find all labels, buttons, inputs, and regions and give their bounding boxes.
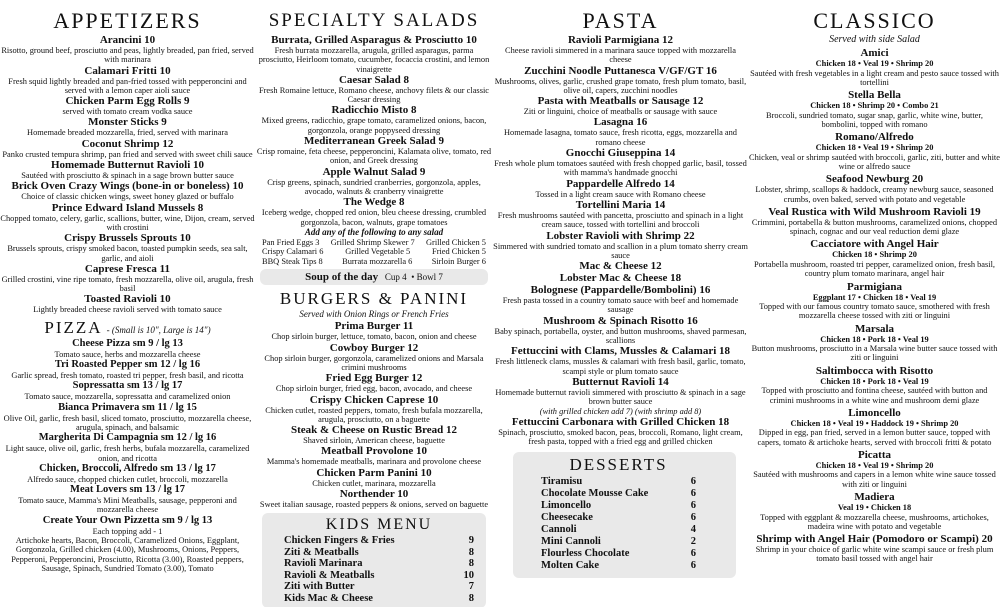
menu-item: [749, 131, 1000, 171]
addon-item: Grilled Vegetable 5: [345, 247, 411, 257]
item-description: Tomato sauce, herbs and mozzarella cheese: [54, 349, 201, 359]
menu-item: [256, 34, 492, 74]
menu-item: [493, 34, 748, 65]
item-name: Chicken, Broccoli, Alfredo sm 13 / lg 17: [39, 462, 216, 474]
item-name: Margherita Di Campagnia sm 12 / lg 16: [38, 432, 217, 444]
item-price: 10: [463, 569, 474, 581]
item-name: Crispy Chicken Caprese 10: [309, 393, 439, 406]
item-description: Shrimp in your choice of garlic white wine scampi sauce or fresh plum tomato basil tossed with angel hair: [755, 545, 994, 564]
item-name: Saltimbocca with Risotto: [815, 364, 934, 377]
menu-item: [541, 512, 696, 524]
item-description: Crisp greens, spinach, sundried cranberries, gorgonzola, apples, avocado, walnuts & cranberry vinaigrette: [267, 177, 481, 196]
item-description: Chop sirloin burger, gorgonzola, caramelized onions and Marsala crimini mushrooms: [264, 353, 484, 372]
menu-item: [256, 342, 492, 373]
addon-item: Sirloin Burger 6: [431, 256, 486, 266]
item-description: Shaved sirloin, American cheese, baguette: [303, 436, 445, 446]
menu-item: [541, 524, 696, 536]
addon-row: [256, 257, 492, 267]
item-name: Mac & Cheese 12: [579, 260, 662, 273]
item-description: Chicken cutlet, roasted peppers, tomato, fresh bufala mozzarella, arugula, prosciutto, on a baguette: [265, 405, 483, 424]
addon-item: Grilled Shrimp Skewer 7: [330, 237, 415, 247]
menu-item: [256, 104, 492, 135]
item-name: Lasagna 16: [593, 116, 648, 129]
item-name: Tri Roasted Pepper sm 12 / lg 16: [54, 359, 201, 371]
item-price: Veal 19 • Chicken 18: [837, 503, 912, 513]
menu-item: [493, 260, 748, 272]
item-price: 8: [468, 546, 474, 558]
desserts-list: [541, 476, 696, 572]
menu-item: [749, 173, 1000, 204]
pizza-size-note: - (Small is 10", Large is 14"): [106, 324, 211, 335]
menu-item: [0, 359, 255, 380]
kids-list: [284, 535, 474, 604]
salads-list: [256, 34, 492, 227]
item-description: Olive Oil, garlic, fresh basil, sliced tomato, prosciutto, mozzarella cheese, arugula, spinach, and balsamic: [3, 413, 252, 432]
item-description: Dipped in egg, pan fried, served in a lemon butter sauce, topped with capers, tomato & artichoke hearts, served with broccoli fritti & potato: [757, 428, 992, 447]
item-name: Mini Cannoli: [541, 536, 601, 548]
item-price: 6: [690, 560, 696, 572]
item-name: Amici: [860, 47, 889, 59]
desserts-box: [513, 452, 736, 578]
item-price: Chicken 18 • Veal 19 • Shrimp 20: [815, 460, 934, 470]
item-description: Fresh squid lightly breaded and pan-fried tossed with pepperoncini and served with a lemon caper aioli sauce: [8, 76, 247, 95]
menu-item: [0, 159, 255, 180]
appetizers-list: [0, 34, 255, 315]
item-name: Tiramisu: [541, 476, 583, 488]
item-name: Lobster Mac & Cheese 18: [559, 272, 682, 285]
item-description: Chicken cutlet, marinara, mozzarella: [312, 478, 436, 488]
item-description: Sweet italian sausage, roasted peppers & onions, served on baguette: [259, 500, 489, 510]
item-description: Light sauce, olive oil, garlic, fresh herbs, bufala mozzarella, caramelized onion, and ricotta: [5, 444, 250, 463]
item-name: Chicken Fingers & Fries: [284, 535, 395, 547]
item-name: Romano/Alfredo: [835, 131, 914, 144]
menu-item: [541, 500, 696, 512]
item-description: Tossed in a light cream sauce with Romano cheese: [535, 189, 706, 199]
item-description: Homemade breaded mozzarella, fried, served with marinara: [27, 128, 228, 138]
item-name: Flourless Chocolate: [541, 548, 630, 560]
item-description: Cheese ravioli simmered in a marinara sauce topped with mozzarella cheese: [505, 46, 736, 65]
menu-item: [256, 320, 492, 341]
salad-addons-title: Add any of the following to any salad: [304, 226, 444, 237]
menu-item: [493, 199, 748, 230]
menu-item: [0, 180, 255, 201]
menu-item: [256, 467, 492, 488]
item-price: Eggplant 17 • Chicken 18 • Veal 19: [812, 292, 937, 302]
item-description: Alfredo sauce, chopped chicken cutlet, broccoli, mozzarella: [27, 474, 228, 484]
pizza-heading: PIZZA: [44, 317, 103, 337]
appetizers-pizza-column: [0, 0, 255, 607]
item-description: Homemade butternut ravioli simmered with prosciutto & spinach in a sage brown butter sauce: [495, 387, 746, 407]
menu-item: [284, 570, 474, 582]
item-name: Sopressatta sm 13 / lg 17: [72, 380, 183, 392]
item-description: Fresh Romaine lettuce, Romano cheese, anchovy filets & our classic Caesar dressing: [258, 85, 489, 105]
menu-item: [0, 432, 255, 463]
menu-item: [0, 263, 255, 294]
menu-item: [0, 34, 255, 65]
item-name: Bianca Primavera sm 11 / lg 15: [58, 401, 197, 413]
item-name: Calamari Fritti 10: [84, 64, 171, 77]
menu-item: [749, 449, 1000, 489]
item-name: Northender 10: [339, 488, 409, 501]
item-description: Risotto, ground beef, prosciutto and peas, lightly breaded, pan fried, served with marinara: [1, 46, 254, 65]
menu-item: [749, 206, 1000, 237]
item-description: Grilled crostini, vine ripe tomato, fresh mozzarella, olive oil, arugula, fresh basil: [1, 274, 254, 294]
salads-burgers-column: [256, 0, 492, 607]
item-description: Tomato sauce, mozzarella, sopressatta and caramelized onion: [24, 392, 231, 402]
menu-item: [284, 581, 474, 593]
item-name: Cannoli: [541, 524, 577, 536]
item-description: Sautéed with fresh vegetables in a light cream and pesto sauce tossed with tortellini: [750, 68, 999, 87]
item-name: Kids Mac & Cheese: [284, 592, 373, 604]
item-name: Brick Oven Crazy Wings (bone-in or boneless) 10: [11, 180, 244, 193]
item-name: Crispy Brussels Sprouts 10: [64, 232, 191, 245]
item-description: Button mushrooms, prosciutto in a Marsala wine butter sauce tossed with ziti or linguini: [751, 344, 998, 363]
menu-item: [493, 376, 748, 407]
desserts-heading: DESSERTS: [569, 455, 668, 475]
menu-item: [493, 178, 748, 199]
item-name: Bolognese (Pappardelle/Bombolini) 16: [530, 284, 711, 297]
item-description: Fresh pasta tossed in a country tomato sauce with beef and homemade sausage: [502, 296, 739, 315]
item-name: Limoncello: [848, 406, 901, 419]
menu-item: [749, 533, 1000, 564]
item-description: Tomato sauce, Mamma's Mini Meatballs, sausage, pepperoni and mozzarella cheese: [18, 496, 237, 515]
item-name: Molten Cake: [541, 560, 600, 572]
item-price: Chicken 18 • Pork 18 • Veal 19: [820, 376, 929, 386]
menu-item: [493, 116, 748, 147]
item-description: Topped with prosciutto and fontina cheese, sautéed with button and crimini mushrooms in a white wine and mushroom demi glaze: [761, 386, 988, 405]
menu-item: [0, 484, 255, 515]
item-description: Each topping add - 1: [92, 526, 163, 536]
menu-item: [493, 416, 748, 447]
menu-item: [541, 548, 696, 560]
item-description: Chop sirloin burger, lettuce, tomato, bacon, onion and cheese: [271, 332, 477, 342]
menu-item: [284, 547, 474, 559]
menu-item: [749, 491, 1000, 531]
item-name: Caesar Salad 8: [338, 73, 410, 86]
menu-item: [284, 535, 474, 547]
item-price: 8: [468, 592, 474, 604]
menu-item: [493, 230, 748, 261]
item-name: Gnocchi Giuseppina 14: [565, 147, 676, 160]
item-name: Meat Lovers sm 13 / lg 17: [70, 484, 185, 496]
soup-label: Soup of the day: [305, 271, 379, 284]
menu-item: [749, 365, 1000, 405]
menu-item: [256, 196, 492, 227]
classico-heading: CLASSICO: [813, 8, 936, 33]
salads-heading: SPECIALTY SALADS: [268, 10, 480, 31]
item-name: The Wedge 8: [343, 196, 405, 209]
item-description: Homemade lasagna, tomato sauce, fresh ricotta, eggs, mozzarella and romano cheese: [503, 128, 737, 147]
item-description: Simmered with sundried tomato and scallion in a plum tomato sherry cream sauce: [493, 241, 748, 260]
item-name: Radicchio Misto 8: [331, 104, 417, 117]
item-price: 6: [690, 500, 696, 512]
item-description: (with grilled chicken add 7) (with shrimp add 8): [539, 406, 702, 416]
item-name: Picatta: [858, 448, 891, 461]
item-name: Veal Rustica with Wild Mushroom Ravioli 19: [768, 205, 981, 218]
item-name: Homemade Butternut Ravioli 10: [50, 159, 205, 172]
menu-item: [0, 138, 255, 159]
soup-box: Soup of the day Cup 4 • Bowl 7: [260, 269, 488, 285]
addon-item: Pan Fried Eggs 3: [262, 237, 320, 247]
item-price: Chicken 18 • Veal 19 • Haddock 19 • Shrimp 20: [790, 418, 959, 428]
menu-item: [256, 445, 492, 466]
item-name: Marsala: [854, 322, 895, 335]
item-price: Chicken 18 • Shrimp 20 • Combo 21: [810, 101, 939, 111]
item-name: Cheesecake: [541, 512, 593, 524]
classico-column: [749, 0, 1000, 607]
item-name: Tortellini Maria 14: [575, 198, 666, 211]
menu-item: [493, 147, 748, 178]
item-name: Shrimp with Angel Hair (Pomodoro or Scampi) 20: [756, 533, 993, 546]
menu-item: [493, 284, 748, 315]
item-name: Cheese Pizza sm 9 / lg 13: [72, 337, 183, 349]
menu-item: [749, 238, 1000, 278]
item-price: 9: [468, 535, 474, 547]
item-description: Portabella mushroom, roasted tri pepper, caramelized onion, fresh basil, country plum tomato marinara, angel hair: [753, 259, 996, 279]
appetizers-heading: APPETIZERS: [53, 8, 202, 33]
item-name: Limoncello: [541, 500, 592, 512]
item-name: Mediterranean Greek Salad 9: [303, 135, 445, 148]
item-description: served with tomato cream vodka sauce: [62, 107, 193, 117]
salad-addons: [256, 238, 492, 267]
item-name: Ziti with Butter: [284, 581, 355, 593]
addon-item: Burrata mozzarella 6: [342, 256, 413, 266]
menu-item: [541, 560, 696, 572]
menu-item: [749, 47, 1000, 87]
item-description: Mushrooms, olives, garlic, crushed grape tomato, fresh plum tomato, basil, olive oil, capers, zucchini noodles: [494, 76, 747, 95]
item-name: Apple Walnut Salad 9: [322, 165, 426, 178]
menu-item: [256, 372, 492, 393]
menu-item: [256, 74, 492, 105]
item-name: Ravioli Parmigiana 12: [567, 34, 674, 46]
item-name: Pappardelle Alfredo 14: [566, 177, 675, 190]
item-name: Fettuccini Carbonara with Grilled Chicken 18: [511, 415, 730, 428]
item-description: Mixed greens, radicchio, grape tomato, caramelized onions, bacon, gorgonzola, orange poppyseed dressing: [261, 116, 487, 135]
item-price: Chicken 18 • Veal 19 • Shrimp 20: [815, 59, 934, 68]
item-description: Panko crusted tempura shrimp, pan fried and served with sweet chili sauce: [2, 149, 253, 159]
menu-item: [0, 380, 255, 401]
item-description: Garlic spread, fresh tomato, roasted tri pepper, fresh basil, and ricotta: [11, 371, 244, 381]
item-price: 4: [690, 524, 696, 536]
menu-item: [493, 315, 748, 346]
item-name: Prima Burger 11: [334, 320, 414, 333]
menu-item: [493, 407, 748, 416]
menu-item: [0, 293, 255, 314]
item-name: Zucchini Noodle Puttanesca V/GF/GT 16: [524, 64, 717, 77]
item-description: Iceberg wedge, chopped red onion, bleu cheese dressing, crumbled gorgonzola, bacon, walnuts, grape tomatoes: [261, 208, 487, 227]
item-description: Baby spinach, portabella, oyster, and button mushrooms, shaved parmesan, scallions: [494, 326, 747, 346]
kids-box: [262, 513, 486, 607]
item-description: Topped with eggplant & mozzarella cheese, mushrooms, artichokes, madeira wine with potato and vegetable: [760, 512, 989, 531]
pasta-desserts-column: [493, 0, 748, 607]
addon-row: [256, 247, 492, 257]
item-description: Spinach, prosciutto, smoked bacon, peas, broccoli, Romano, light cream, fresh pasta, topped with a fried egg and grilled chicken: [498, 427, 743, 447]
item-description: Brussels sprouts, crispy smoked bacon, toasted pumpkin seeds, sea salt, garlic, and aioli: [7, 244, 248, 263]
item-description: Ziti or linguini, choice of meatballs or sausage with sauce: [523, 107, 718, 117]
item-name: Lobster Ravioli with Shrimp 22: [546, 229, 695, 242]
item-description: Sautéed with mushrooms and capers in a lemon white wine sauce tossed with ziti or linguini: [753, 470, 996, 489]
menu-item: [284, 593, 474, 605]
addon-row: [256, 238, 492, 248]
menu-item: [0, 338, 255, 359]
item-description: Choice of classic chicken wings, sweet honey glazed or buffalo: [21, 192, 234, 202]
menu-item: [493, 95, 748, 116]
item-name: Cowboy Burger 12: [329, 341, 419, 354]
burgers-heading: BURGERS & PANINI: [279, 289, 469, 309]
item-name: Fettuccini with Clams, Mussles & Calamari 18: [510, 345, 731, 358]
item-name: Fried Egg Burger 12: [325, 372, 423, 385]
item-description: Lightly breaded cheese ravioli served with tomato sauce: [33, 305, 222, 315]
item-name: Butternut Ravioli 14: [572, 375, 669, 388]
item-name: Madiera: [854, 491, 895, 504]
menu-item: [0, 116, 255, 137]
item-description: Fresh burrata mozzarella, arugula, grilled asparagus, parma prosciutto, Heirloom tomato, cucumber, focaccia crostini, and lemon vinaigrette: [258, 46, 490, 74]
burgers-subtitle: Served with Onion Rings or French Fries: [299, 309, 449, 320]
addon-item: Fried Chicken 5: [432, 247, 486, 257]
item-name: Toasted Ravioli 10: [84, 293, 171, 306]
item-price: Chicken 18 • Pork 18 • Veal 19: [820, 334, 929, 344]
item-description: Broccoli, sundried tomato, sugar snap, garlic, white wine, butter, bombolini, topped with romano: [766, 110, 983, 129]
pasta-list: [493, 34, 748, 446]
addon-item: Crispy Calamari 6: [262, 247, 324, 257]
item-name: Create Your Own Pizzetta sm 9 / lg 13: [42, 514, 213, 526]
menu-item: [256, 135, 492, 166]
menu-item: [0, 463, 255, 484]
item-name: Coconut Shrimp 12: [81, 137, 174, 150]
item-name: Chocolate Mousse Cake: [541, 488, 649, 500]
item-description: Lobster, shrimp, scallops & haddock, creamy newburg sauce, seasoned crumbs, oven baked, served with potato and vegetable: [755, 185, 994, 204]
menu-item: [0, 95, 255, 116]
menu-item: [493, 65, 748, 96]
item-price: 6: [690, 488, 696, 500]
item-name: Stella Bella: [848, 89, 901, 102]
item-name: Pasta with Meatballs or Sausage 12: [537, 95, 704, 108]
item-description: Chop sirloin burger, fried egg, bacon, avocado, and cheese: [275, 384, 473, 394]
menu-item: [749, 407, 1000, 447]
menu-item: [0, 232, 255, 263]
menu-item: [0, 515, 255, 536]
item-description: Fresh mushrooms sautéed with pancetta, prosciutto and spinach in a light cream sauce, tossed with tortellini and broccoli: [497, 210, 744, 230]
item-description: Chicken, veal or shrimp sautéed with broccoli, garlic, ziti, butter and white wine or alfredo sauce: [749, 152, 1000, 171]
item-name: Steak & Cheese on Rustic Bread 12: [290, 424, 457, 437]
pizza-toppings: Artichoke hearts, Bacon, Broccoli, Caramelized Onions, Eggplant, Gorgonzola, Grilled chicken (4.00), Mushrooms, Onions, Peppers, Pepperoni, Pepperoncini, Prosciutto, Ricotta (3.00), Roasted peppers, Sausage, Spinach, Sundried Tomato (3.00), Tomato: [11, 536, 244, 573]
menu-item: [541, 536, 696, 548]
item-price: 6: [690, 548, 696, 560]
item-name: Mushroom & Spinach Risotto 16: [543, 314, 698, 327]
item-name: Prince Edward Island Mussels 8: [51, 201, 204, 214]
item-name: Seafood Newburg 20: [825, 173, 924, 186]
soup-cup: Cup 4: [384, 272, 407, 283]
item-name: Meatball Provolone 10: [320, 445, 428, 458]
item-name: Chicken Parm Panini 10: [316, 466, 432, 479]
kids-heading: KIDS MENU: [325, 516, 433, 534]
menu-item: [749, 89, 1000, 129]
item-description: Sautéed with prosciutto & spinach in a sage brown butter sauce: [21, 171, 234, 181]
menu-item: [256, 424, 492, 445]
menu-item: [493, 272, 748, 284]
menu-item: [256, 166, 492, 197]
pasta-heading: PASTA: [582, 8, 659, 33]
classico-subtitle: Served with side Salad: [829, 34, 920, 45]
soup-bowl: Bowl 7: [416, 272, 443, 283]
item-price: 6: [690, 512, 696, 524]
burgers-list: [256, 320, 492, 509]
item-name: Ravioli Marinara: [284, 558, 363, 570]
item-name: Caprese Fresca 11: [84, 262, 171, 275]
menu-item: [0, 65, 255, 96]
menu-item: [749, 323, 1000, 363]
menu-item: [0, 402, 255, 433]
pizza-heading-row: [0, 318, 255, 338]
item-price: 8: [468, 558, 474, 570]
menu-item: [256, 394, 492, 425]
menu-item: [541, 476, 696, 488]
item-description: Fresh littleneck clams, mussles & calamari with fresh basil, garlic, tomato, scampi style or plum tomato sauce: [495, 357, 746, 376]
menu-item: [0, 202, 255, 233]
pizza-list: [0, 338, 255, 536]
item-price: 2: [690, 536, 696, 548]
item-name: Ravioli & Meatballs: [284, 569, 375, 581]
item-name: Cacciatore with Angel Hair: [810, 238, 939, 251]
item-name: Chicken Parm Egg Rolls 9: [65, 95, 190, 108]
menu-item: [284, 558, 474, 570]
menu-item: [541, 488, 696, 500]
menu-item: [256, 488, 492, 509]
item-name: Burrata, Grilled Asparagus & Prosciutto 10: [271, 34, 477, 46]
item-name: Parmigiana: [847, 280, 902, 293]
item-description: Fresh whole plum tomatoes sautéed with fresh chopped garlic, basil, tossed with mamma's handmade gnocchi: [494, 159, 747, 178]
item-description: Chopped tomato, celery, garlic, scallions, butter, wine, Dijon, cream, served with crostini: [0, 213, 255, 232]
menu-item: [493, 345, 748, 376]
menu-item: [749, 281, 1000, 321]
item-name: Monster Sticks 9: [88, 116, 167, 129]
item-description: Crimmini, portabella & button mushrooms, caramelized onions, chopped spinach, cognac and our veal reduction demi glaze: [751, 217, 998, 237]
item-price: 7: [468, 581, 474, 593]
item-description: Topped with our famous country tomato sauce, smothered with fresh mozzarella cheese tossed with ziti or linguini: [759, 302, 990, 321]
item-name: Arancini 10: [99, 34, 156, 46]
item-price: Chicken 18 • Veal 19 • Shrimp 20: [815, 143, 934, 153]
item-description: Mamma's homemade meatballs, marinara and provolone cheese: [266, 457, 482, 467]
addon-item: BBQ Steak Tips 8: [262, 256, 323, 266]
item-price: 6: [690, 476, 696, 488]
item-description: Crisp romaine, feta cheese, pepperoncini, Kalamata olive, tomato, red onion, and Greek dressing: [256, 147, 492, 166]
classico-list: [749, 47, 1000, 564]
item-price: Chicken 18 • Shrimp 20: [832, 250, 917, 260]
item-name: Ziti & Meatballs: [284, 546, 359, 558]
addon-item: Grilled Chicken 5: [425, 237, 486, 247]
